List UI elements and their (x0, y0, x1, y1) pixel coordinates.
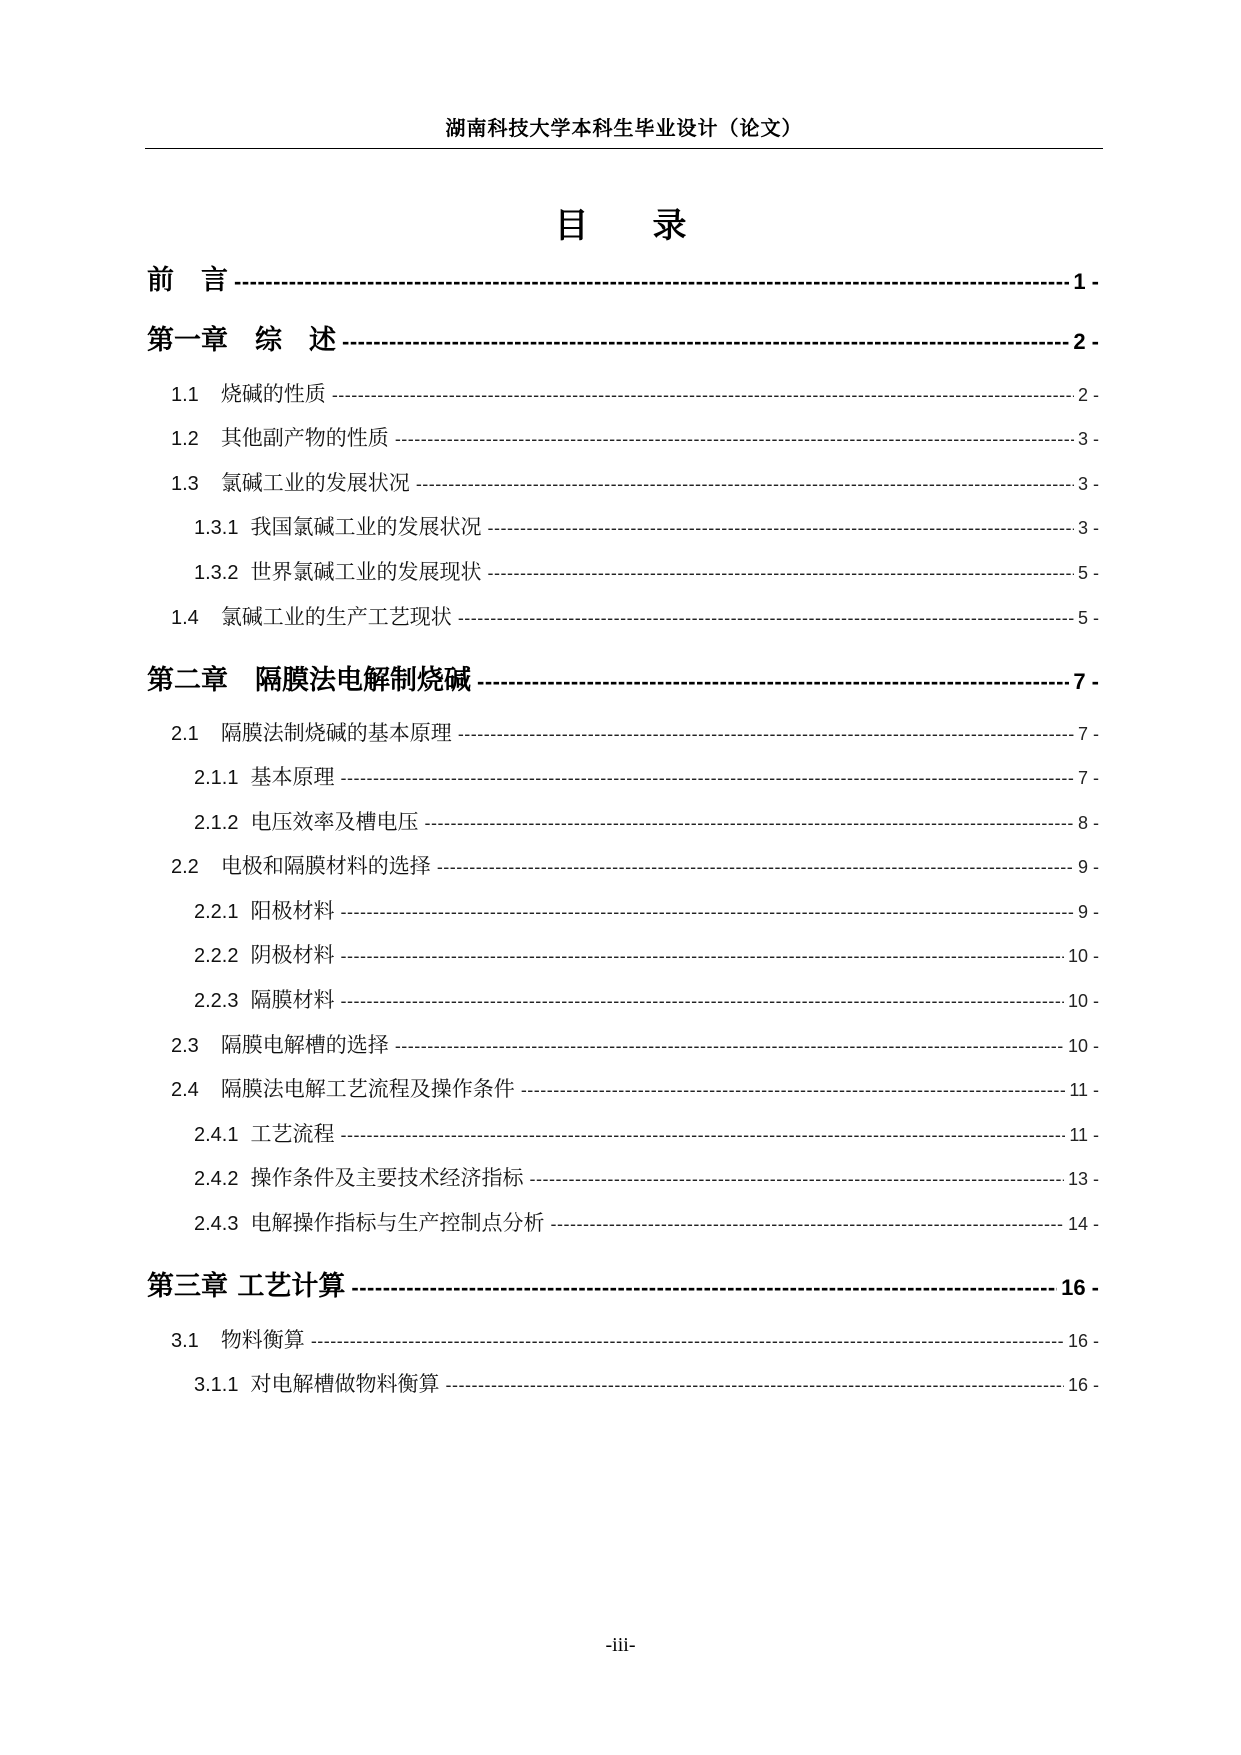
toc-entry-subsection[interactable] (194, 761, 1099, 791)
toc-entry-page: 11 - (1069, 1125, 1099, 1145)
toc-entry-label: 其他副产物的性质 (220, 426, 389, 450)
toc-entry-leader (311, 1331, 1064, 1352)
toc-entry-label: 电极和隔膜材料的选择 (220, 854, 431, 878)
toc-entry-page: 16 - (1061, 1275, 1099, 1300)
toc-entry-label: 隔膜法电解工艺流程及操作条件 (220, 1077, 515, 1101)
toc-entry-leader (424, 813, 1074, 834)
toc-entry-number: 2.3 (171, 1035, 199, 1057)
toc-entry-page: 2 - (1073, 329, 1099, 354)
toc-entry-section[interactable] (171, 1029, 1099, 1059)
toc-entry-label: 物料衡算 (220, 1328, 305, 1352)
toc-entry-section[interactable] (171, 717, 1099, 747)
toc-entry-leader (550, 1214, 1063, 1235)
toc-entry-number: 2.2.1 (194, 901, 239, 923)
toc-entry-label: 阳极材料 (250, 899, 335, 923)
toc-entry-subsection[interactable] (194, 1368, 1099, 1398)
toc-entry-page: 11 - (1069, 1080, 1099, 1100)
toc-entry-label: 烧碱的性质 (220, 382, 326, 406)
toc-entry-section[interactable] (171, 467, 1099, 497)
toc-entry-number: 1.1 (171, 384, 199, 406)
toc-entry-leader (351, 1275, 1057, 1301)
toc-entry-leader (340, 768, 1074, 789)
toc-entry-subsection[interactable] (194, 511, 1099, 541)
toc-entry-label: 氯碱工业的发展状况 (220, 471, 410, 495)
toc-entry-leader (458, 724, 1074, 745)
toc-entry-page: 13 - (1067, 1169, 1099, 1189)
toc-entry-label: 操作条件及主要技术经济指标 (250, 1166, 524, 1190)
toc-entry-page: 16 - (1067, 1375, 1099, 1395)
toc-entry-leader (487, 518, 1074, 539)
toc-entry-label: 阴极材料 (250, 943, 335, 967)
toc-entry-number: 1.3.1 (194, 517, 239, 539)
toc-entry-label: 隔膜材料 (250, 988, 335, 1012)
toc-entry-subsection[interactable] (194, 1207, 1099, 1237)
toc-entry-label: 电解操作指标与生产控制点分析 (250, 1211, 545, 1235)
toc-entry-label: 电压效率及槽电压 (250, 810, 419, 834)
toc-entry-label: 前 言 (147, 265, 228, 296)
toc-entry-page: 9 - (1077, 902, 1099, 922)
toc-entry-section[interactable] (171, 601, 1099, 631)
toc-entry-label: 第二章 隔膜法电解制烧碱 (147, 665, 471, 696)
toc-entry-number: 2.2.2 (194, 945, 239, 967)
toc-entry-leader (529, 1169, 1063, 1190)
toc-entry-label: 我国氯碱工业的发展状况 (250, 515, 482, 539)
toc-entry-leader (234, 269, 1069, 295)
toc-entry-section[interactable] (171, 1324, 1099, 1354)
toc-entry-label: 工艺流程 (250, 1122, 335, 1146)
toc-entry-chapter[interactable] (147, 658, 1099, 697)
toc-entry-subsection[interactable] (194, 939, 1099, 969)
toc-entry-subsection[interactable] (194, 1118, 1099, 1148)
toc-entry-page: 3 - (1077, 474, 1099, 494)
toc-entry-number: 2.1.2 (194, 812, 239, 834)
toc-entry-leader (395, 1036, 1064, 1057)
toc-entry-leader (340, 902, 1074, 923)
toc-entry-page: 8 - (1077, 813, 1099, 833)
running-header: 湖南科技大学本科生毕业设计（论文） (445, 116, 803, 140)
toc-entry-label: 隔膜法制烧碱的基本原理 (220, 721, 452, 745)
toc-entry-subsection[interactable] (194, 895, 1099, 925)
toc-entry-page: 14 - (1067, 1214, 1099, 1234)
toc-entry-subsection[interactable] (194, 984, 1099, 1014)
toc-entry-page: 1 - (1073, 269, 1099, 294)
toc-entry-leader (340, 946, 1063, 967)
toc-entry-page: 10 - (1067, 946, 1099, 966)
toc-entry-leader (477, 669, 1069, 695)
toc-title-char-1: 目 (554, 206, 589, 246)
toc-entry-page: 3 - (1077, 429, 1099, 449)
toc-entry-leader (342, 329, 1069, 355)
toc-entry-number: 1.3.2 (194, 562, 239, 584)
toc-entry-page: 5 - (1077, 563, 1099, 583)
toc-entry-number: 2.4.1 (194, 1124, 239, 1146)
toc-entry-section[interactable] (171, 378, 1099, 408)
toc-entry-subsection[interactable] (194, 1162, 1099, 1192)
toc-entry-leader (395, 429, 1074, 450)
toc-entry-label: 第一章 综 述 (147, 325, 336, 356)
toc-entry-subsection[interactable] (194, 806, 1099, 836)
toc-entry-leader (332, 385, 1074, 406)
toc-entry-leader (458, 608, 1074, 629)
toc-entry-number: 2.2 (171, 856, 199, 878)
toc-entry-leader (437, 857, 1074, 878)
toc-entry-chapter[interactable] (147, 318, 1099, 357)
toc-entry-number: 2.1 (171, 723, 199, 745)
toc-entry-leader (340, 991, 1063, 1012)
toc-entry-page: 10 - (1067, 1036, 1099, 1056)
toc-entry-leader (521, 1080, 1066, 1101)
toc-entry-label: 基本原理 (250, 765, 335, 789)
toc-entry-number: 2.4 (171, 1079, 199, 1101)
toc-entry-number: 2.1.1 (194, 767, 239, 789)
toc-entry-label: 对电解槽做物料衡算 (250, 1372, 440, 1396)
toc-entry-leader (487, 563, 1074, 584)
toc-entry-page: 7 - (1077, 724, 1099, 744)
toc-entry-section[interactable] (171, 850, 1099, 880)
toc-entry-number: 1.4 (171, 607, 199, 629)
toc-entry-leader (340, 1125, 1065, 1146)
toc-entry-page: 16 - (1067, 1331, 1099, 1351)
toc-entry-number: 1.2 (171, 428, 199, 450)
toc-entry-number: 3.1.1 (194, 1374, 239, 1396)
toc-entry-page: 7 - (1073, 669, 1099, 694)
toc-entry-number: 3.1 (171, 1330, 199, 1352)
toc-entry-chapter[interactable] (147, 258, 1099, 297)
toc-entry-number: 2.4.2 (194, 1168, 239, 1190)
toc-entry-label: 氯碱工业的生产工艺现状 (220, 605, 452, 629)
toc-entry-chapter[interactable] (147, 1264, 1099, 1303)
toc-entry-section[interactable] (171, 422, 1099, 452)
page-number: -iii- (605, 1634, 636, 1656)
toc-entry-page: 9 - (1077, 857, 1099, 877)
toc-entry-number: 1.3 (171, 473, 199, 495)
toc-entry-label: 隔膜电解槽的选择 (220, 1033, 389, 1057)
toc-entry-section[interactable] (171, 1073, 1099, 1103)
toc-entry-label: 世界氯碱工业的发展现状 (250, 560, 482, 584)
toc-entry-page: 10 - (1067, 991, 1099, 1011)
toc-entry-leader (445, 1375, 1063, 1396)
toc-title-char-2: 录 (652, 206, 687, 246)
toc-entry-page: 3 - (1077, 518, 1099, 538)
toc-entry-page: 5 - (1077, 608, 1099, 628)
toc-entry-subsection[interactable] (194, 556, 1099, 586)
toc-entry-page: 7 - (1077, 768, 1099, 788)
toc-entry-number: 2.2.3 (194, 990, 239, 1012)
toc-entry-label: 第三章 工艺计算 (147, 1271, 346, 1302)
toc-entry-number: 2.4.3 (194, 1213, 239, 1235)
toc-entry-leader (416, 474, 1074, 495)
toc-entry-page: 2 - (1077, 385, 1099, 405)
